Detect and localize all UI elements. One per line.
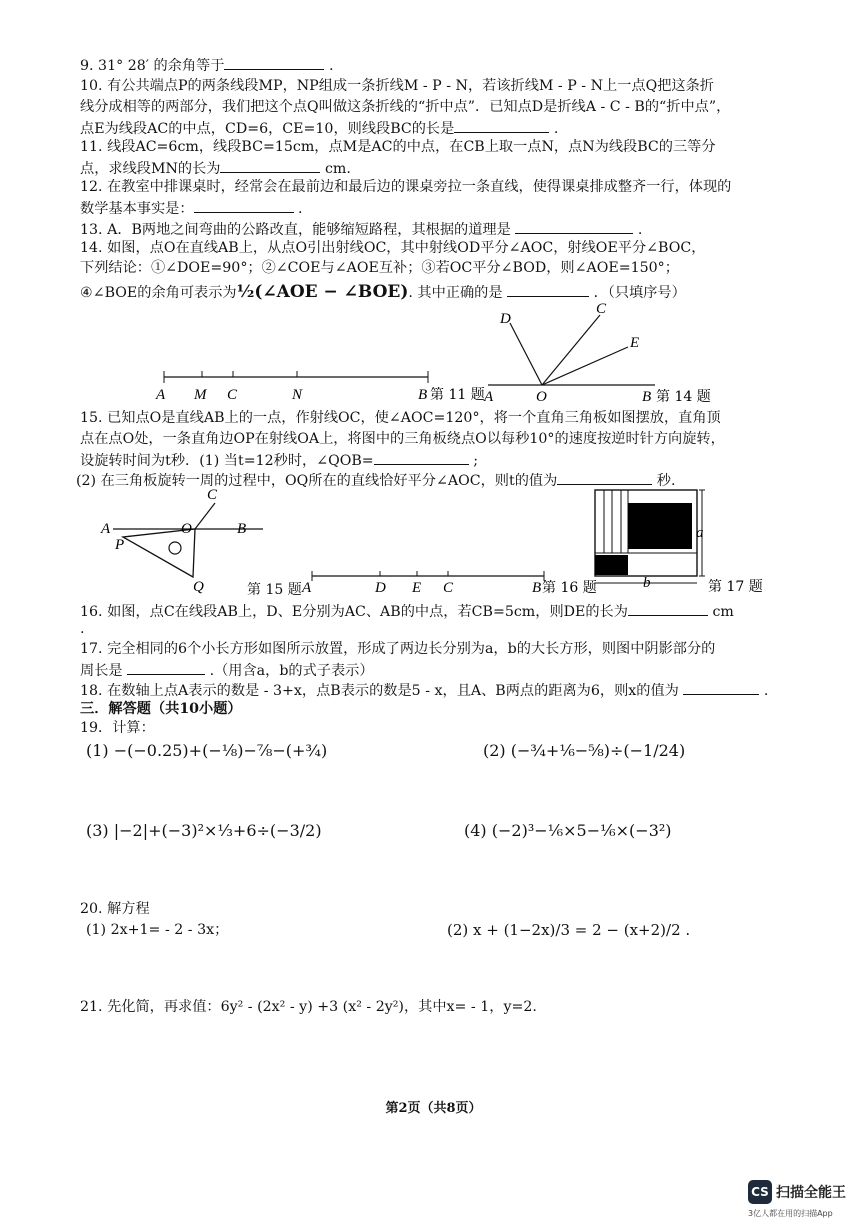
figure-14 <box>450 295 730 405</box>
point-P: P <box>115 537 125 553</box>
q14-line3: ④∠BOE的余角可表示为½(∠AOE − ∠BOE). 其中正确的是 ．（只填序号） <box>80 282 686 302</box>
point-C: C <box>207 487 218 503</box>
q12-line2: 数学基本事实是： . <box>80 198 303 218</box>
point-A: A <box>101 521 111 537</box>
figure-17 <box>590 485 770 595</box>
point-B: B <box>237 521 247 537</box>
point-A: A <box>484 389 494 405</box>
q19-part4: (4) (−2)³−⅙×5−⅙×(−3²) <box>464 821 672 840</box>
q16-line1: 16. 如图，点C在线段AB上，D、E分别为AC、AB的中点，若CB=5cm，则DE的长为 cm <box>80 601 734 621</box>
point-B: B <box>532 580 542 596</box>
q15-line3: 设旋转时间为t秒．(1) 当t=12秒时，∠QOB= ; <box>80 450 478 470</box>
q14-line2: 下列结论：①∠DOE=90°；②∠COE与∠AOE互补；③若OC平分∠BOD，则∠AOE=150°； <box>80 260 679 276</box>
q17-line1: 17. 完全相同的6个小长方形如图所示放置，形成了两边长分别为a，b的大长方形，则图中阴影部分的 <box>80 641 716 657</box>
figure-16-caption: 第 16 题 <box>542 580 597 596</box>
point-C: C <box>596 301 607 317</box>
q12-line1: 12. 在教室中排课桌时，经常会在最前边和最后边的课桌旁拉一条直线，使得课桌排成整齐一行，体现的 <box>80 179 732 195</box>
q17-line2: 周长是 .（用含a，b的式子表示） <box>80 660 374 680</box>
camscanner-logo-icon: CS <box>748 1180 772 1204</box>
q19-part1: (1) −(−0.25)+(−⅛)−⅞−(+¾) <box>86 741 328 760</box>
point-Q: Q <box>193 579 204 595</box>
point-B: B <box>642 389 652 405</box>
figure-11-caption: 第 11 题 <box>430 387 485 403</box>
q13: 13. A．B两地之间弯曲的公路改直，能够缩短路程，其根据的道理是 . <box>80 219 642 239</box>
point-C: C <box>227 387 238 403</box>
q19: 19．计算： <box>80 720 155 736</box>
figure-16 <box>300 568 600 598</box>
q21: 21. 先化简，再求值：6y² - (2x² - y) +3 (x² - 2y²)，其中x= - 1，y=2. <box>80 999 537 1015</box>
q20-part2: (2) x + (1−2x)/3 = 2 − (x+2)/2 . <box>447 921 691 939</box>
q15-line1: 15. 已知点O是直线AB上的一点，作射线OC，使∠AOC=120°，将一个直角三角板如图摆放，直角顶 <box>80 410 721 426</box>
answer-blank <box>557 470 652 485</box>
q15-line4: (2) 在三角板旋转一周的过程中，OQ所在的直线恰好平分∠AOC，则t的值为 秒. <box>76 470 675 490</box>
answer-blank <box>194 198 294 213</box>
answer-blank <box>454 118 549 133</box>
point-D: D <box>500 311 511 327</box>
answer-blank <box>683 680 759 695</box>
point-E: E <box>630 335 640 351</box>
scanner-name: 扫描全能王 <box>776 1185 846 1201</box>
math-expression: ½(∠AOE − ∠BOE) <box>236 282 409 302</box>
q20-part1: (1) 2x+1= - 2 - 3x； <box>86 922 229 938</box>
answer-blank <box>374 450 469 465</box>
label-a: a <box>696 525 704 541</box>
label-b: b <box>643 575 651 591</box>
point-A: A <box>156 387 166 403</box>
point-O: O <box>536 389 547 405</box>
q19-part2: (2) (−¾+⅙−⅝)÷(−1/24) <box>483 741 686 760</box>
figure-14-caption: 第 14 题 <box>656 389 711 405</box>
answer-blank <box>224 55 324 70</box>
point-O: O <box>181 521 192 537</box>
q11-line1: 11. 线段AC=6cm，线段BC=15cm，点M是AC的中点，在CB上取一点N，点N为线段BC的三等分 <box>80 139 716 155</box>
q9: 9. 31° 28′ 的余角等于 . <box>80 55 333 75</box>
figure-17-caption: 第 17 题 <box>708 579 763 595</box>
q16-line2: . <box>80 621 85 637</box>
q19-part3: (3) |−2|+(−3)²×⅓+6÷(−3/2) <box>86 821 322 840</box>
q10-line3: 点E为线段AC的中点，CD=6，CE=10，则线段BC的长是 . <box>80 118 558 138</box>
q14-line1: 14. 如图，点O在直线AB上，从点O引出射线OC，其中射线OD平分∠AOC，射线OE平分∠BOC， <box>80 240 706 256</box>
scanner-tagline: 3亿人都在用的扫描App <box>748 1209 833 1218</box>
scanner-watermark <box>748 1180 858 1220</box>
q20: 20. 解方程 <box>80 901 150 917</box>
section-3-heading: 三．解答题（共10小题） <box>80 701 242 717</box>
q10-line1: 10. 有公共端点P的两条线段MP，NP组成一条折线M - P - N，若该折线M - P - N上一点Q把这条折 <box>80 78 714 94</box>
point-D: D <box>375 580 386 596</box>
figure-15-caption: 第 15 题 <box>247 582 302 598</box>
point-B: B <box>418 387 428 403</box>
point-E: E <box>412 580 422 596</box>
point-C: C <box>443 580 454 596</box>
q11-line2: 点，求线段MN的长为 cm. <box>80 158 351 178</box>
q15-line2: 点在点O处，一条直角边OP在射线OA上，将图中的三角板绕点O以每秒10°的速度按逆时针方向旋转， <box>80 431 725 447</box>
q18: 18. 在数轴上点A表示的数是 - 3+x，点B表示的数是5 - x，且A、B两点的距离为6，则x的值为 . <box>80 680 768 700</box>
figure-11 <box>150 365 490 405</box>
point-N: N <box>292 387 303 403</box>
answer-blank <box>127 660 205 675</box>
point-A: A <box>302 580 312 596</box>
q10-line2: 线分成相等的两部分，我们把这个点Q叫做这条折线的“折中点”．已知点D是折线A - C - B的“折中点”， <box>80 99 731 115</box>
answer-blank <box>220 158 320 173</box>
answer-blank <box>515 219 633 234</box>
page-footer: 第2页（共8页） <box>385 1101 482 1116</box>
answer-blank <box>628 601 708 616</box>
point-M: M <box>194 387 207 403</box>
